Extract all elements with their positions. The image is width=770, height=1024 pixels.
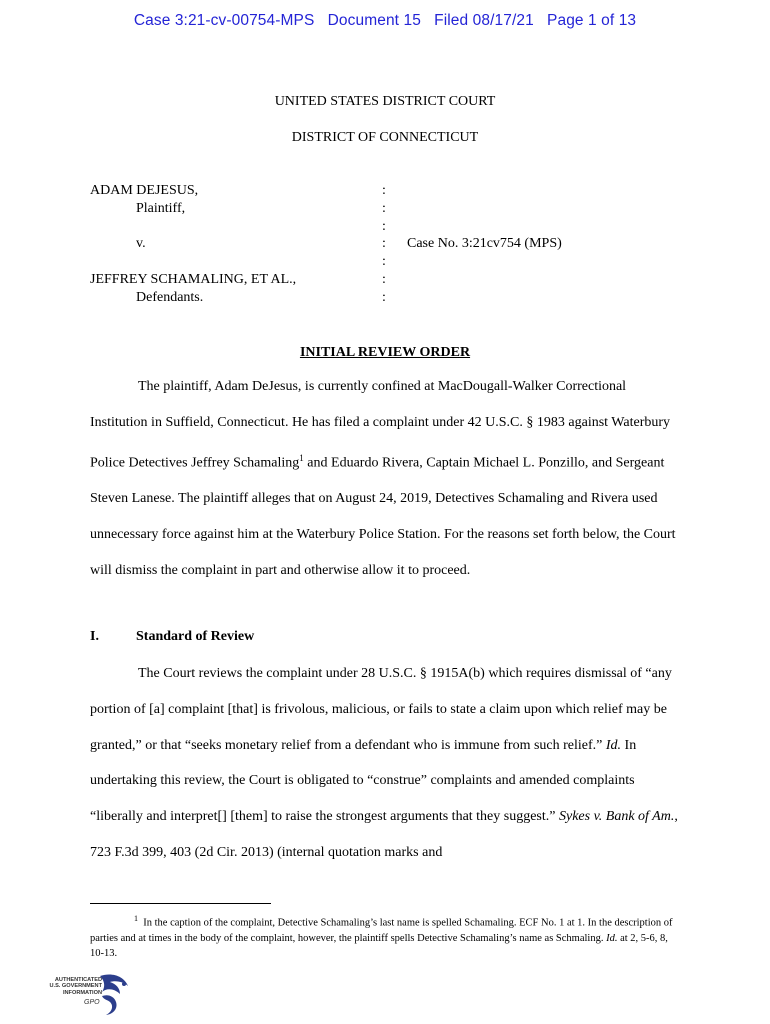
footnote-marker: 1 — [299, 452, 304, 463]
order-title: INITIAL REVIEW ORDER — [299, 345, 471, 360]
review-text-1: The Court reviews the complaint under 28 U.S.C. § 1915A(b) which requires dismissal of “any portion of [a] complaint [that] is frivolous, malicious, or fails to state a claim upon which relief may be granted,” or that “seeks monetary relief from a defendant who is immune from such relief.” — [90, 666, 672, 753]
caption-colon: : — [382, 201, 386, 216]
caption-colon: : — [382, 183, 386, 198]
header-filed-date: Filed 08/17/21 — [434, 12, 534, 29]
plaintiff-role: Plaintiff, — [136, 201, 186, 216]
footnote-divider — [90, 903, 271, 904]
review-paragraph — [90, 656, 682, 871]
intro-paragraph — [90, 369, 682, 588]
ecf-header — [0, 12, 770, 30]
court-district: DISTRICT OF CONNECTICUT — [291, 130, 479, 145]
footnote-text-2: at 2, 5-6, 8, 10-13. — [90, 932, 668, 959]
header-case-number: Case 3:21-cv-00754-MPS — [133, 12, 315, 29]
footnote-id: Id. — [606, 932, 618, 944]
gpo-authentication-logo — [44, 972, 134, 1016]
intro-text-2: and Eduardo Rivera, Captain Michael L. Ponzillo, and Sergeant Steven Lanese. The plaintiff alleges that on August 24, 2019, Detectives Schamaling and Rivera used unnecessary force against him at the Waterbury Police Station. For the reasons set forth below, the Court will dismiss the complaint in part and otherwise allow it to proceed. — [90, 455, 676, 578]
review-text-3: , 723 F.3d 399, 403 (2d Cir. 2013) (internal quotation marks and — [90, 809, 678, 860]
header-page-number: Page 1 of 13 — [547, 12, 637, 29]
plaintiff-name: ADAM DEJESUS, — [90, 183, 199, 198]
footnote — [90, 911, 684, 961]
caption-colon: : — [382, 219, 386, 234]
eagle-icon — [94, 972, 134, 1016]
header-document: Document 15 — [327, 12, 421, 29]
footnote-text-1: In the caption of the complaint, Detective Schamaling’s last name is spelled Schamaling. ECF No. 1 at 1. In the description of parties and at times in the body of the complaint, however, the plaintiff spells Detective Schamaling’s name as Schmaling. — [90, 917, 673, 944]
case-number: Case No. 3:21cv754 (MPS) — [407, 236, 562, 251]
section-number: I. — [90, 629, 99, 644]
citation-id: Id. — [605, 737, 622, 753]
review-text-2: In undertaking this review, the Court is obligated to “construe” complaints and amended complaints “liberally and interpret[] [them] to raise the strongest arguments that they suggest.” — [90, 737, 637, 825]
section-title: Standard of Review — [136, 629, 255, 644]
footnote-number: 1 — [134, 914, 138, 923]
intro-text-1: The plaintiff, Adam DeJesus, is currently confined at MacDougall-Walker Correctional Institution in Suffield, Connecticut. He has filed a complaint under 42 U.S.C. § 1983 against Waterbury Police Detectives Jeffrey Schamaling — [90, 379, 671, 471]
logo-text: AUTHENTICATED U.S. GOVERNMENT INFORMATION — [49, 977, 102, 996]
versus: v. — [136, 236, 146, 251]
case-citation: Sykes v. Bank of Am. — [559, 809, 675, 825]
defendant-name: JEFFREY SCHAMALING, ET AL., — [90, 272, 297, 287]
defendant-role: Defendants. — [136, 290, 204, 305]
caption-colon: : — [382, 272, 386, 287]
court-name: UNITED STATES DISTRICT COURT — [274, 94, 496, 109]
logo-gpo-text: GPO — [84, 999, 100, 1006]
caption-colon: : — [382, 290, 386, 305]
caption-colon: : — [382, 236, 386, 251]
caption-colon: : — [382, 254, 386, 269]
